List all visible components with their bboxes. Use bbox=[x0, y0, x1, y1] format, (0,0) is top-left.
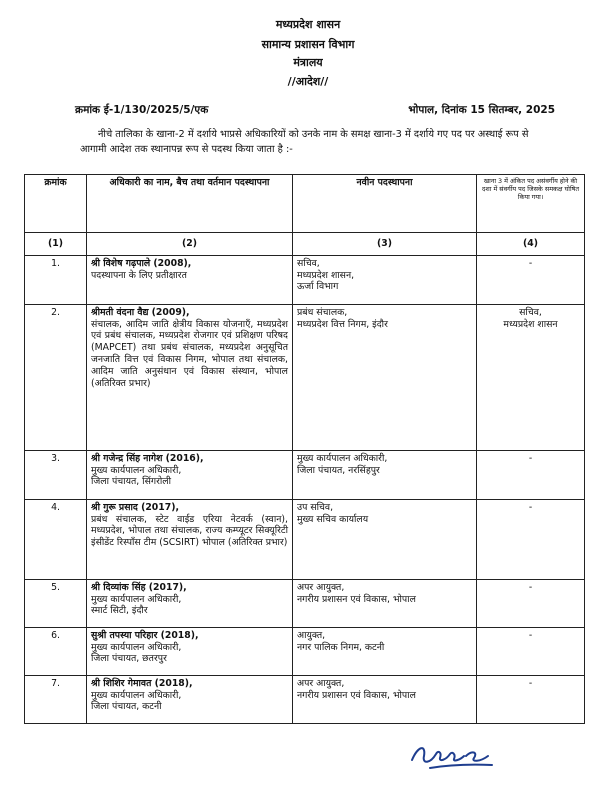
officer-cell bbox=[87, 499, 293, 579]
table-row bbox=[25, 304, 585, 450]
officer-current-posting: पदस्थापना के लिए प्रतीक्षारत bbox=[91, 269, 187, 281]
row-sno: 5. bbox=[25, 579, 87, 627]
new-posting: अपर आयुक्त, नगरीय प्रशासन एवं विकास, भोपाल bbox=[293, 675, 477, 723]
row-sno: 4. bbox=[25, 499, 87, 579]
officer-name: श्रीमती वंदना वैद्य (2009), bbox=[91, 306, 190, 318]
officer-current-posting: मुख्य कार्यपालन अधिकारी, जिला पंचायत, छतरपुर bbox=[91, 641, 182, 665]
header-equivalent-post: खाना 3 में अंकित पद असंवर्गीय होने की दशा में संवर्गीय पद जिसके समकक्ष घोषित किया गया। bbox=[477, 175, 585, 233]
equivalent-post: सचिव, मध्यप्रदेश शासन bbox=[477, 304, 585, 450]
officer-cell bbox=[87, 675, 293, 723]
table-header-row bbox=[25, 175, 585, 233]
officer-name: श्री गुरू प्रसाद (2017), bbox=[91, 501, 179, 513]
row-sno: 3. bbox=[25, 450, 87, 499]
table-row bbox=[25, 675, 585, 723]
officer-cell bbox=[87, 627, 293, 675]
officer-name: सुश्री तपस्या परिहार (2018), bbox=[91, 629, 199, 641]
header-officer: अधिकारी का नाम, बैच तथा वर्तमान पदस्थापना bbox=[87, 175, 293, 233]
posting-table bbox=[24, 174, 585, 724]
new-posting: उप सचिव, मुख्य सचिव कार्यालय bbox=[293, 499, 477, 579]
officer-cell bbox=[87, 255, 293, 304]
column-number-row bbox=[25, 233, 585, 256]
order-number: क्रमांक ई-1/130/2025/5/एक bbox=[75, 104, 209, 116]
table-row bbox=[25, 450, 585, 499]
col-number: (3) bbox=[293, 233, 477, 256]
col-number: (1) bbox=[25, 233, 87, 256]
new-posting: सचिव, मध्यप्रदेश शासन, ऊर्जा विभाग bbox=[293, 255, 477, 304]
officer-current-posting: मुख्य कार्यपालन अधिकारी, जिला पंचायत, कटनी bbox=[91, 689, 182, 713]
header-sno: क्रमांक bbox=[25, 175, 87, 233]
table-row bbox=[25, 255, 585, 304]
dept-line-1: मध्यप्रदेश शासन bbox=[275, 18, 341, 31]
row-sno: 2. bbox=[25, 304, 87, 450]
dept-line-3: मंत्रालय bbox=[293, 56, 323, 69]
dept-line-2: सामान्य प्रशासन विभाग bbox=[261, 38, 355, 51]
table-row bbox=[25, 499, 585, 579]
officer-current-posting: मुख्य कार्यपालन अधिकारी, स्मार्ट सिटी, इंदौर bbox=[91, 593, 182, 617]
place-date: भोपाल, दिनांक 15 सितम्बर, 2025 bbox=[408, 104, 555, 116]
equivalent-post: - bbox=[477, 499, 585, 579]
officer-cell bbox=[87, 304, 293, 450]
row-sno: 6. bbox=[25, 627, 87, 675]
table-row bbox=[25, 627, 585, 675]
order-heading: //आदेश// bbox=[287, 75, 329, 88]
new-posting: आयुक्त, नगर पालिक निगम, कटनी bbox=[293, 627, 477, 675]
new-posting: मुख्य कार्यपालन अधिकारी, जिला पंचायत, नरसिंहपुर bbox=[293, 450, 477, 499]
new-posting: प्रबंध संचालक, मध्यप्रदेश वित्त निगम, इंदौर bbox=[293, 304, 477, 450]
intro-paragraph: नीचे तालिका के खाना-2 में दर्शाये भाप्रसे अधिकारियों को उनके नाम के समक्ष खाना-3 में दर्शाये गए पद पर अस्थाई रूप से आगामी आदेश तक स्थानापन्न रूप से पदस्थ किया जाता है :- bbox=[80, 129, 529, 155]
row-sno: 1. bbox=[25, 255, 87, 304]
officer-cell bbox=[87, 579, 293, 627]
officer-name: श्री शिशिर गेमावत (2018), bbox=[91, 677, 193, 689]
equivalent-post: - bbox=[477, 579, 585, 627]
table-row bbox=[25, 579, 585, 627]
officer-current-posting: मुख्य कार्यपालन अधिकारी, जिला पंचायत, सिंगरोली bbox=[91, 464, 182, 488]
officer-current-posting: प्रबंध संचालक, स्टेट वाईड एरिया नेटवर्क (स्वान), मध्यप्रदेश, भोपाल तथा संचालक, राज्य कम्प्यूटर सिक्यूरिटी इंसीडेंट रिस्पॉंस टीम (SCSIRT) भोपाल (अतिरिक्त प्रभार) bbox=[91, 513, 288, 549]
officer-current-posting: संचालक, आदिम जाति क्षेत्रीय विकास योजनाएँ, मध्यप्रदेश एवं प्रबंध संचालक, मध्यप्रदेश रोजगार एवं प्रशिक्षण परिषद (MAPCET) तथा प्रबंध संचालक, मध्यप्रदेश अनुसूचित जनजाति वित्त एवं विकास निगम, भोपाल तथा संचालक, आदिम जाति अनुसंधान एवं विकास संस्थान, भोपाल (अतिरिक्त प्रभार) bbox=[91, 318, 288, 389]
officer-name: श्री विशेष गढ़पाले (2008), bbox=[91, 257, 192, 269]
order-line bbox=[75, 103, 555, 117]
header-new-posting: नवीन पदस्थापना bbox=[293, 175, 477, 233]
equivalent-post: - bbox=[477, 255, 585, 304]
equivalent-post: - bbox=[477, 675, 585, 723]
row-sno: 7. bbox=[25, 675, 87, 723]
col-number: (2) bbox=[87, 233, 293, 256]
new-posting: अपर आयुक्त, नगरीय प्रशासन एवं विकास, भोपाल bbox=[293, 579, 477, 627]
officer-name: श्री दिव्यांक सिंह (2017), bbox=[91, 581, 187, 593]
col-number: (4) bbox=[477, 233, 585, 256]
signature bbox=[408, 738, 498, 774]
officer-cell bbox=[87, 450, 293, 499]
signature-stroke bbox=[412, 748, 492, 768]
officer-name: श्री गजेन्द्र सिंह नागेश (2016), bbox=[91, 452, 204, 464]
equivalent-post: - bbox=[477, 450, 585, 499]
equivalent-post: - bbox=[477, 627, 585, 675]
